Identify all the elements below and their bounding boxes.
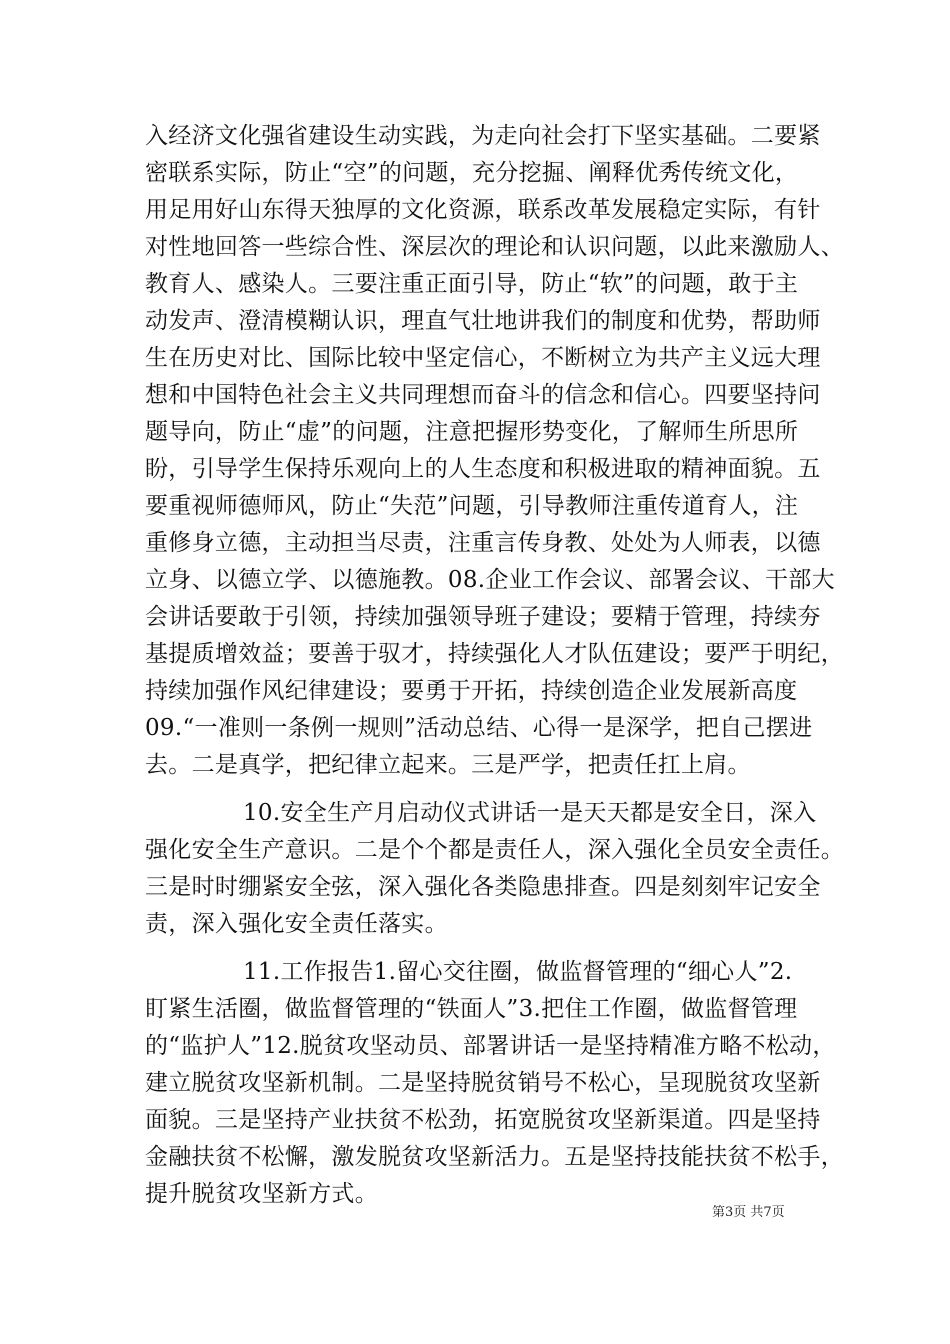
text-line: 强化安全生产意识。二是个个都是责任人，深入强化全员安全责任。 bbox=[145, 837, 844, 863]
text-line: 盼，引导学生保持乐观向上的人生态度和积极进取的精神面貌。五 bbox=[145, 456, 821, 482]
text-line: 持续加强作风纪律建设；要勇于开拓，持续创造企业发展新高度 bbox=[145, 678, 798, 704]
page-number-footer: 第3页 共7页 bbox=[712, 1205, 785, 1220]
text-line: 入经济文化强省建设生动实践，为走向社会打下坚实基础。二要紧 bbox=[145, 123, 821, 149]
text-line: 基提质增效益；要善于驭才，持续强化人才队伍建设；要严于明纪， bbox=[145, 641, 844, 667]
text-line: 生在历史对比、国际比较中坚定信心，不断树立为共产主义远大理 bbox=[145, 345, 821, 371]
text-line: 教育人、感染人。三要注重正面引导，防止“软”的问题，敢于主 bbox=[145, 271, 799, 297]
text-line: 09.“一准则一条例一规则”活动总结、心得一是深学，把自己摆进 bbox=[145, 715, 813, 741]
text-line: 对性地回答一些综合性、深层次的理论和认识问题，以此来激励人、 bbox=[145, 234, 844, 260]
text-line: 去。二是真学，把纪律立起来。三是严学，把责任扛上肩。 bbox=[145, 752, 751, 778]
text-line: 想和中国特色社会主义共同理想而奋斗的信念和信心。四要坚持问 bbox=[145, 382, 821, 408]
paragraph-first-line: 11.工作报告1.留心交往圈，做监督管理的“细心人”2. bbox=[243, 959, 793, 985]
text-line: 盯紧生活圈，做监督管理的“铁面人”3.把住工作圈，做监督管理 bbox=[145, 996, 798, 1022]
text-line: 立身、以德立学、以德施教。08.企业工作会议、部署会议、干部大 bbox=[145, 567, 835, 593]
text-line: 建立脱贫攻坚新机制。二是坚持脱贫销号不松心，呈现脱贫攻坚新 bbox=[145, 1070, 821, 1096]
text-line: 会讲话要敢于引领，持续加强领导班子建设；要精于管理，持续夯 bbox=[145, 604, 821, 630]
text-line: 重修身立德，主动担当尽责，注重言传身教、处处为人师表，以德 bbox=[145, 530, 821, 556]
text-line: 提升脱贫攻坚新方式。 bbox=[145, 1181, 378, 1207]
text-line: 的“监护人”12.脱贫攻坚动员、部署讲话一是坚持精准方略不松动， bbox=[145, 1033, 836, 1059]
text-line: 题导向，防止“虚”的问题，注意把握形势变化，了解师生所思所 bbox=[145, 419, 799, 445]
text-line: 密联系实际，防止“空”的问题，充分挖掘、阐释优秀传统文化， bbox=[145, 160, 799, 186]
text-line: 要重视师德师风，防止“失范”问题，引导教师注重传道育人，注 bbox=[145, 493, 799, 519]
text-line: 金融扶贫不松懈，激发脱贫攻坚新活力。五是坚持技能扶贫不松手， bbox=[145, 1144, 844, 1170]
text-line: 动发声、澄清模糊认识，理直气壮地讲我们的制度和优势，帮助师 bbox=[145, 308, 821, 334]
text-line: 面貌。三是坚持产业扶贫不松劲，拓宽脱贫攻坚新渠道。四是坚持 bbox=[145, 1107, 821, 1133]
text-line: 三是时时绷紧安全弦，深入强化各类隐患排查。四是刻刻牢记安全 bbox=[145, 874, 821, 900]
paragraph-first-line: 10.安全生产月启动仪式讲话一是天天都是安全日，深入 bbox=[243, 800, 817, 826]
text-line: 用足用好山东得天独厚的文化资源，联系改革发展稳定实际，有针 bbox=[145, 197, 821, 223]
text-line: 责，深入强化安全责任落实。 bbox=[145, 911, 448, 937]
